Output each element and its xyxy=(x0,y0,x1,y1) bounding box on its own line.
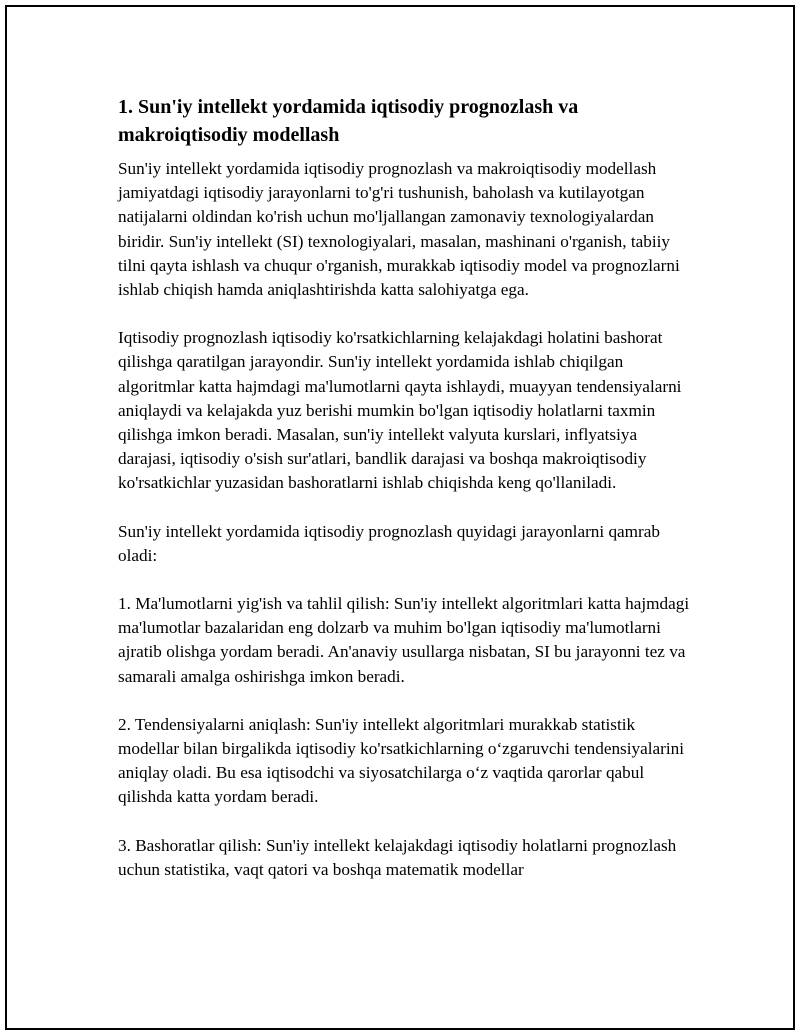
paragraph-processes-lead: Sun'iy intellekt yordamida iqtisodiy prognozlash quyidagi jarayonlarni qamrab oladi: xyxy=(118,521,661,565)
document-body xyxy=(118,93,698,906)
list-item-predictions: 3. Bashoratlar qilish: Sun'iy intellekt kelajakdagi iqtisodiy holatlarni prognozlash uchun statistika, vaqt qatori va boshqa matematik modellar xyxy=(118,835,677,879)
paragraph-forecasting: Iqtisodiy prognozlash iqtisodiy ko'rsatkichlarning kelajakdagi holatini bashorat qilishga qaratilgan jarayondir. Sun'iy intellekt yordamida ishlab chiqilgan algoritmlar katta hajmdagi ma'lumotlarni qayta ishlaydi, muayyan tendensiyalarni aniqlaydi va kelajakda yuz berishi mumkin bo'lgan iqtisodiy holatlarni taxmin qilishga imkon beradi. Masalan, sun'iy intellekt valyuta kurslari, inflyatsiya darajasi, iqtisodiy o'sish sur'atlari, bandlik darajasi va boshqa makroiqtisodiy ko'rsatkichlar yuzasidan bashoratlarni ishlab chiqishda keng qo'llaniladi. xyxy=(118,328,682,493)
list-item-data-collection: 1. Ma'lumotlarni yig'ish va tahlil qilish: Sun'iy intellekt algoritmlari katta hajmdagi ma'lumotlar bazalaridan eng dolzarb va muhim bo'lgan iqtisodiy ma'lumotlarni ajratib olishga yordam beradi. An'anaviy usullarga nisbatan, SI bu jarayonni tez va samarali amalga oshirishga imkon beradi. xyxy=(118,594,690,686)
document-title: 1. Sun'iy intellekt yordamida iqtisodiy prognozlash va makroiqtisodiy modellash xyxy=(118,96,579,146)
list-item-trend-detection: 2. Tendensiyalarni aniqlash: Sun'iy intellekt algoritmlari murakkab statistik modellar bilan birgalikda iqtisodiy ko'rsatkichlarning o‘zgaruvchi tendensiyalarini aniqlay oladi. Bu esa iqtisodchi va siyosatchilarga o‘z vaqtida qarorlar qabul qilishda katta yordam beradi. xyxy=(118,714,684,807)
paragraph-intro: Sun'iy intellekt yordamida iqtisodiy prognozlash va makroiqtisodiy modellash jamiyatdagi iqtisodiy jarayonlarni to'g'ri tushunish, baholash va kutilayotgan natijalarni oldindan ko'rish uchun mo'ljallangan zamonaviy texnologiyalardan biridir. Sun'iy intellekt (SI) texnologiyalari, masalan, mashinani o'rganish, tabiiy tilni qayta ishlash va chuqur o'rganish, murakkab iqtisodiy model va prognozlarni ishlab chiqish hamda aniqlashtirishda katta salohiyatga ega. xyxy=(118,159,680,300)
